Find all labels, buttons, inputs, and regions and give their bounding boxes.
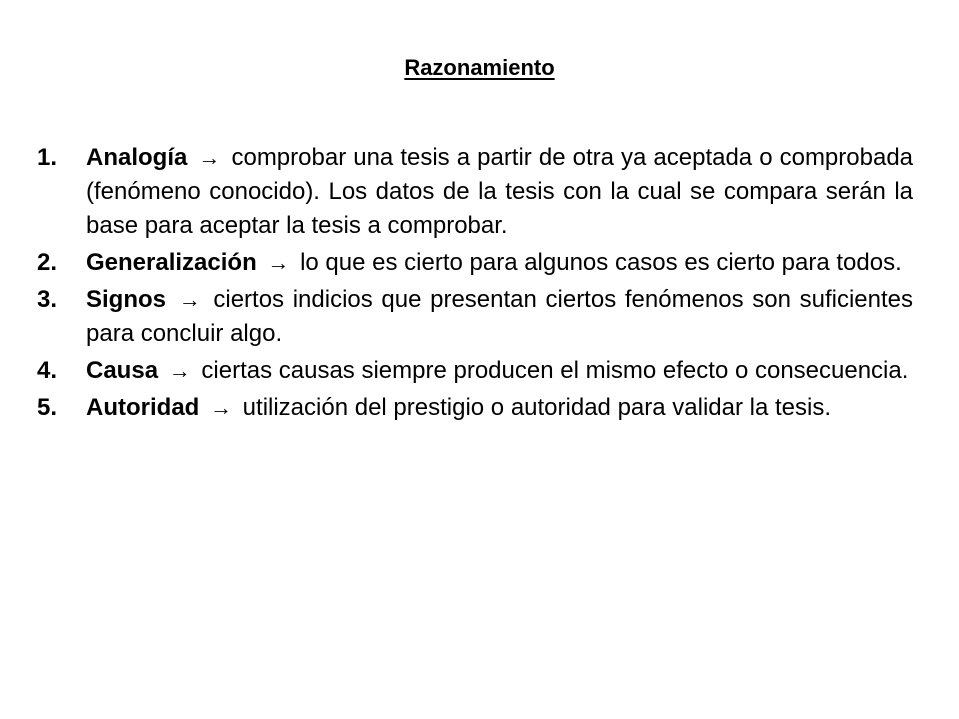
item-description: comprobar una tesis a partir de otra ya aceptada o comprobada (fenómeno conocido). Los datos de la tesis con la cual se compara serán la base para aceptar la tesis a comprobar.: [86, 144, 914, 239]
item-term: Analogía: [86, 144, 188, 171]
page-title: Razonamiento: [404, 55, 555, 80]
item-term: Signos: [86, 286, 167, 313]
item-number: 2.: [37, 249, 58, 276]
right-arrow-icon: →: [178, 287, 201, 312]
reasoning-list: [37, 141, 913, 428]
item-number: 3.: [37, 286, 58, 313]
item-number: 4.: [37, 357, 58, 384]
item-description: ciertos indicios que presentan ciertos fenómenos son suficientes para concluir algo.: [86, 286, 914, 347]
list-item-signos: [37, 283, 913, 351]
right-arrow-icon: →: [168, 358, 191, 383]
item-term: Generalización: [86, 249, 257, 276]
item-term: Causa: [86, 357, 159, 384]
item-number: 1.: [37, 144, 58, 171]
list-item-generalizacion: [37, 246, 913, 280]
right-arrow-icon: →: [267, 250, 290, 275]
item-description: lo que es cierto para algunos casos es cierto para todos.: [300, 249, 902, 276]
item-term: Autoridad: [86, 394, 200, 421]
right-arrow-icon: →: [210, 395, 232, 420]
right-arrow-icon: →: [198, 145, 221, 170]
list-item-autoridad: [37, 391, 913, 425]
item-description: utilización del prestigio o autoridad para validar la tesis.: [242, 394, 831, 421]
item-number: 5.: [37, 394, 58, 421]
item-description: ciertas causas siempre producen el mismo efecto o consecuencia.: [201, 357, 909, 384]
list-item-analogia: [37, 141, 913, 243]
list-item-causa: [37, 354, 913, 388]
